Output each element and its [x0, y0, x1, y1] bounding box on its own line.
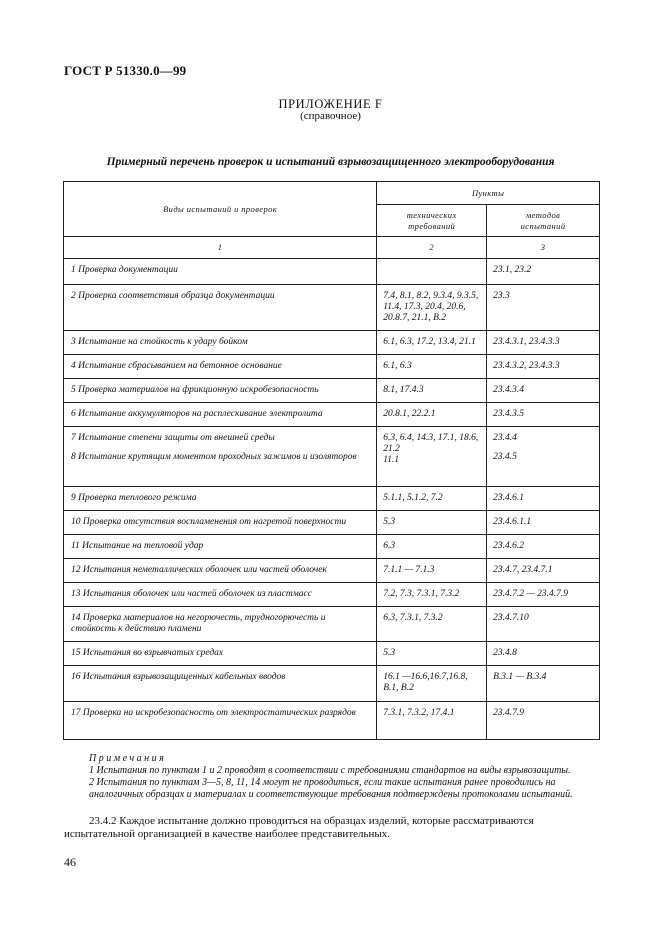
method-clauses-7: 23.4.4	[493, 433, 517, 443]
table-row	[64, 535, 600, 559]
requirement-clauses: 5.1.1, 5.1.2, 7.2	[377, 487, 487, 511]
method-clauses: 23.3	[487, 285, 600, 331]
clause-23-4-2: 23.4.2 Каждое испытание должно проводиться на образцах изделий, которые рассматриваются испытательной организацией в качестве наиболее представительных.	[64, 815, 534, 840]
requirement-clauses: 6.1, 6.3	[377, 355, 487, 379]
test-name	[64, 427, 377, 487]
requirement-clauses: 7.2, 7.3, 7.3.1, 7.3.2	[377, 583, 487, 607]
method-clauses: 23.4.6.1.1	[487, 511, 600, 535]
test-name-8: 8 Испытание крутящим моментом проходных зажимов и изоляторов	[71, 452, 357, 462]
header-test-types: Виды испытаний и проверок	[64, 182, 377, 237]
method-clauses: 23.4.7.9	[487, 702, 600, 740]
method-clauses: 23.1, 23.2	[487, 259, 600, 285]
table-row	[64, 355, 600, 379]
requirement-clauses: 8.1, 17.4.3	[377, 379, 487, 403]
method-clauses: 23.4.7.10	[487, 607, 600, 642]
test-name: 12 Испытания неметаллических оболочек или частей оболочек	[64, 559, 377, 583]
column-number: 2	[377, 237, 487, 259]
table-row	[64, 559, 600, 583]
method-clauses	[487, 427, 600, 487]
test-name: 13 Испытания оболочек или частей оболочек из пластмасс	[64, 583, 377, 607]
body-paragraph	[64, 815, 600, 841]
test-name-7: 7 Испытание степени защиты от внешней среды	[71, 433, 275, 443]
requirement-clauses: 5.3	[377, 511, 487, 535]
table-row	[64, 487, 600, 511]
test-name: 2 Проверка соответствия образца документации	[64, 285, 377, 331]
requirement-clauses: 7.4, 8.1, 8.2, 9.3.4, 9.3.5, 11.4, 17.3, 20.4, 20.6, 20.8.7, 21.1, В.2	[377, 285, 487, 331]
method-clauses: 23.4.3.4	[487, 379, 600, 403]
table-row	[64, 427, 600, 487]
table-row	[64, 331, 600, 355]
column-number: 1	[64, 237, 377, 259]
table-notes	[89, 753, 609, 801]
requirement-clauses: 7.3.1, 7.3.2, 17.4.1	[377, 702, 487, 740]
table-row	[64, 403, 600, 427]
requirement-clauses: 16.1 —16.6,16.7,16.8, В.1, В.2	[377, 666, 487, 702]
page-number: 46	[64, 855, 76, 869]
requirement-clauses: 7.1.1 — 7.1.3	[377, 559, 487, 583]
requirement-clauses	[377, 259, 487, 285]
method-clauses: 23.4.3.5	[487, 403, 600, 427]
test-name: 9 Проверка теплового режима	[64, 487, 377, 511]
method-clauses: 23.4.3.2, 23.4.3.3	[487, 355, 600, 379]
method-clauses: 23.4.7, 23.4.7.1	[487, 559, 600, 583]
method-clauses: 23.4.7.2 — 23.4.7.9	[487, 583, 600, 607]
tests-table	[63, 181, 600, 740]
test-name: 3 Испытание на стойкость к удару бойком	[64, 331, 377, 355]
requirement-clauses: 5.3	[377, 642, 487, 666]
test-name: 6 Испытание аккумуляторов на расплескивание электролита	[64, 403, 377, 427]
appendix-subtitle: (справочное)	[300, 110, 361, 122]
test-name: 4 Испытание сбрасыванием на бетонное основание	[64, 355, 377, 379]
appendix-title: ПРИЛОЖЕНИЕ F	[278, 97, 383, 111]
requirement-clauses: 6.1, 6.3, 17.2, 13.4, 21.1	[377, 331, 487, 355]
test-name: 1 Проверка документации	[64, 259, 377, 285]
method-clauses: В.3.1 — В.3.4	[487, 666, 600, 702]
test-name: 15 Испытания во взрывчатых средах	[64, 642, 377, 666]
test-name: 14 Проверка материалов на негорючесть, трудногорючесть и стойкость к действию пламени	[64, 607, 377, 642]
header-requirements: технических требований	[377, 205, 487, 237]
requirement-clauses: 6.3	[377, 535, 487, 559]
method-clauses: 23.4.3.1, 23.4.3.3	[487, 331, 600, 355]
requirement-clauses: 20.8.1, 22.2.1	[377, 403, 487, 427]
requirement-clauses	[377, 427, 487, 487]
table-row	[64, 702, 600, 740]
table-caption: Примерный перечень проверок и испытаний взрывозащищенного электрооборудования	[106, 156, 555, 168]
table-row	[64, 642, 600, 666]
method-clauses: 23.4.8	[487, 642, 600, 666]
test-name: 11 Испытание на тепловой удар	[64, 535, 377, 559]
notes-heading: Примечания	[89, 753, 167, 764]
table-row	[64, 583, 600, 607]
table-row	[64, 285, 600, 331]
method-clauses: 23.4.6.2	[487, 535, 600, 559]
test-name: 17 Проверка на искробезопасность от электростатических разрядов	[64, 702, 377, 740]
column-number: 3	[487, 237, 600, 259]
test-name: 10 Проверка отсутствия воспламенения от нагретой поверхности	[64, 511, 377, 535]
test-name: 16 Испытания взрывозащищенных кабельных вводов	[64, 666, 377, 702]
header-clauses: Пункты	[377, 182, 600, 205]
method-clauses-8: 23.4.5	[493, 452, 517, 462]
method-clauses: 23.4.6.1	[487, 487, 600, 511]
table-row	[64, 379, 600, 403]
requirement-clauses: 6.3, 7.3.1, 7.3.2	[377, 607, 487, 642]
requirement-clauses-8: 11.1	[383, 455, 400, 465]
note-1: 1 Испытания по пунктам 1 и 2 проводят в соответствии с требованиями стандартов на виды взрывозащиты.	[89, 765, 571, 776]
table-row	[64, 259, 600, 285]
document-code: ГОСТ Р 51330.0—99	[64, 63, 187, 78]
header-methods: методов испытаний	[487, 205, 600, 237]
requirement-clauses-7: 6.3, 6.4, 14.3, 17.1, 18.6, 21.2	[383, 433, 479, 454]
table-row	[64, 607, 600, 642]
note-2: 2 Испытания по пунктам 3—5, 8, 11, 14 могут не проводиться, если такие испытания ранее проводились на аналогичных образцах и материалах и соответствующие требования подтверждены протоколами испытаний.	[89, 777, 573, 800]
test-name: 5 Проверка материалов на фрикционную искробезопасность	[64, 379, 377, 403]
table-row	[64, 511, 600, 535]
table-row	[64, 666, 600, 702]
